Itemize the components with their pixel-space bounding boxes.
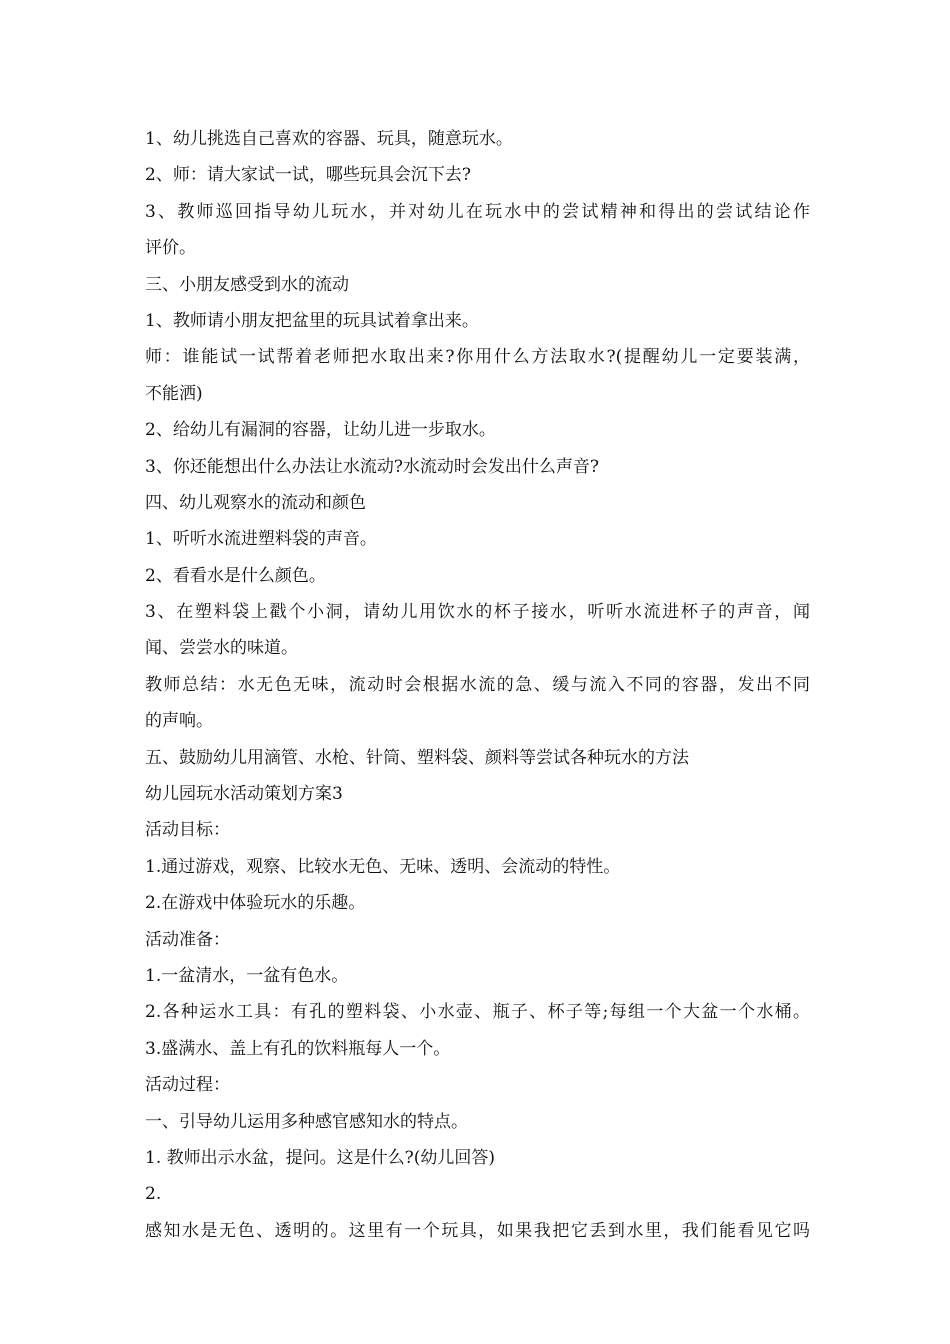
text-line: 3、在塑料袋上戳个小洞，请幼儿用饮水的杯子接水，听听水流进杯子的声音，闻 <box>145 602 810 623</box>
text-line: 3、你还能想出什么办法让水流动?水流动时会发出什么声音? <box>145 456 600 477</box>
text-line: 1. 教师出示水盆，提问。这是什么?(幼儿回答) <box>145 1147 496 1168</box>
text-line: 感知水是无色、透明的。这里有一个玩具，如果我把它丢到水里，我们能看见它吗 <box>145 1220 810 1241</box>
text-line: 1.一盆清水，一盆有色水。 <box>145 965 349 986</box>
text-line: 1、听听水流进塑料袋的声音。 <box>145 529 377 550</box>
text-line: 2.在游戏中体验玩水的乐趣。 <box>145 893 366 914</box>
text-line: 的声响。 <box>145 711 213 732</box>
document-body <box>145 121 810 1249</box>
section-heading: 四、幼儿观察水的流动和颜色 <box>145 492 366 513</box>
section-heading: 活动准备： <box>145 929 230 950</box>
text-line: 闻、尝尝水的味道。 <box>145 638 298 659</box>
text-line: 2、师：请大家试一试，哪些玩具会沉下去? <box>145 165 471 186</box>
text-line: 评价。 <box>145 238 196 259</box>
text-line: 2、看看水是什么颜色。 <box>145 565 326 586</box>
text-line: 1、教师请小朋友把盆里的玩具试着拿出来。 <box>145 310 479 331</box>
section-heading: 活动过程： <box>145 1075 230 1096</box>
text-line: 2.各种运水工具：有孔的塑料袋、小水壶、瓶子、杯子等;每组一个大盆一个水桶。 <box>145 1002 810 1023</box>
text-line: 师：谁能试一试帮着老师把水取出来?你用什么方法取水?(提醒幼儿一定要装满， <box>145 347 810 368</box>
text-line: 不能洒) <box>145 383 203 404</box>
section-heading: 一、引导幼儿运用多种感官感知水的特点。 <box>145 1111 468 1132</box>
text-line: 1.通过游戏，观察、比较水无色、无味、透明、会流动的特性。 <box>145 856 621 877</box>
text-line: 2、给幼儿有漏洞的容器，让幼儿进一步取水。 <box>145 420 496 441</box>
text-line: 3、教师巡回指导幼儿玩水，并对幼儿在玩水中的尝试精神和得出的尝试结论作 <box>145 201 810 222</box>
text-line: 教师总结：水无色无味，流动时会根据水流的急、缓与流入不同的容器，发出不同 <box>145 674 810 695</box>
text-line: 3.盛满水、盖上有孔的饮料瓶每人一个。 <box>145 1038 451 1059</box>
section-heading: 五、鼓励幼儿用滴管、水枪、针筒、塑料袋、颜料等尝试各种玩水的方法 <box>145 747 689 768</box>
section-heading: 活动目标： <box>145 820 230 841</box>
text-line: 2. <box>145 1184 162 1205</box>
document-title: 幼儿园玩水活动策划方案3 <box>145 784 343 805</box>
section-heading: 三、小朋友感受到水的流动 <box>145 274 349 295</box>
text-line: 1、幼儿挑选自己喜欢的容器、玩具，随意玩水。 <box>145 129 513 149</box>
